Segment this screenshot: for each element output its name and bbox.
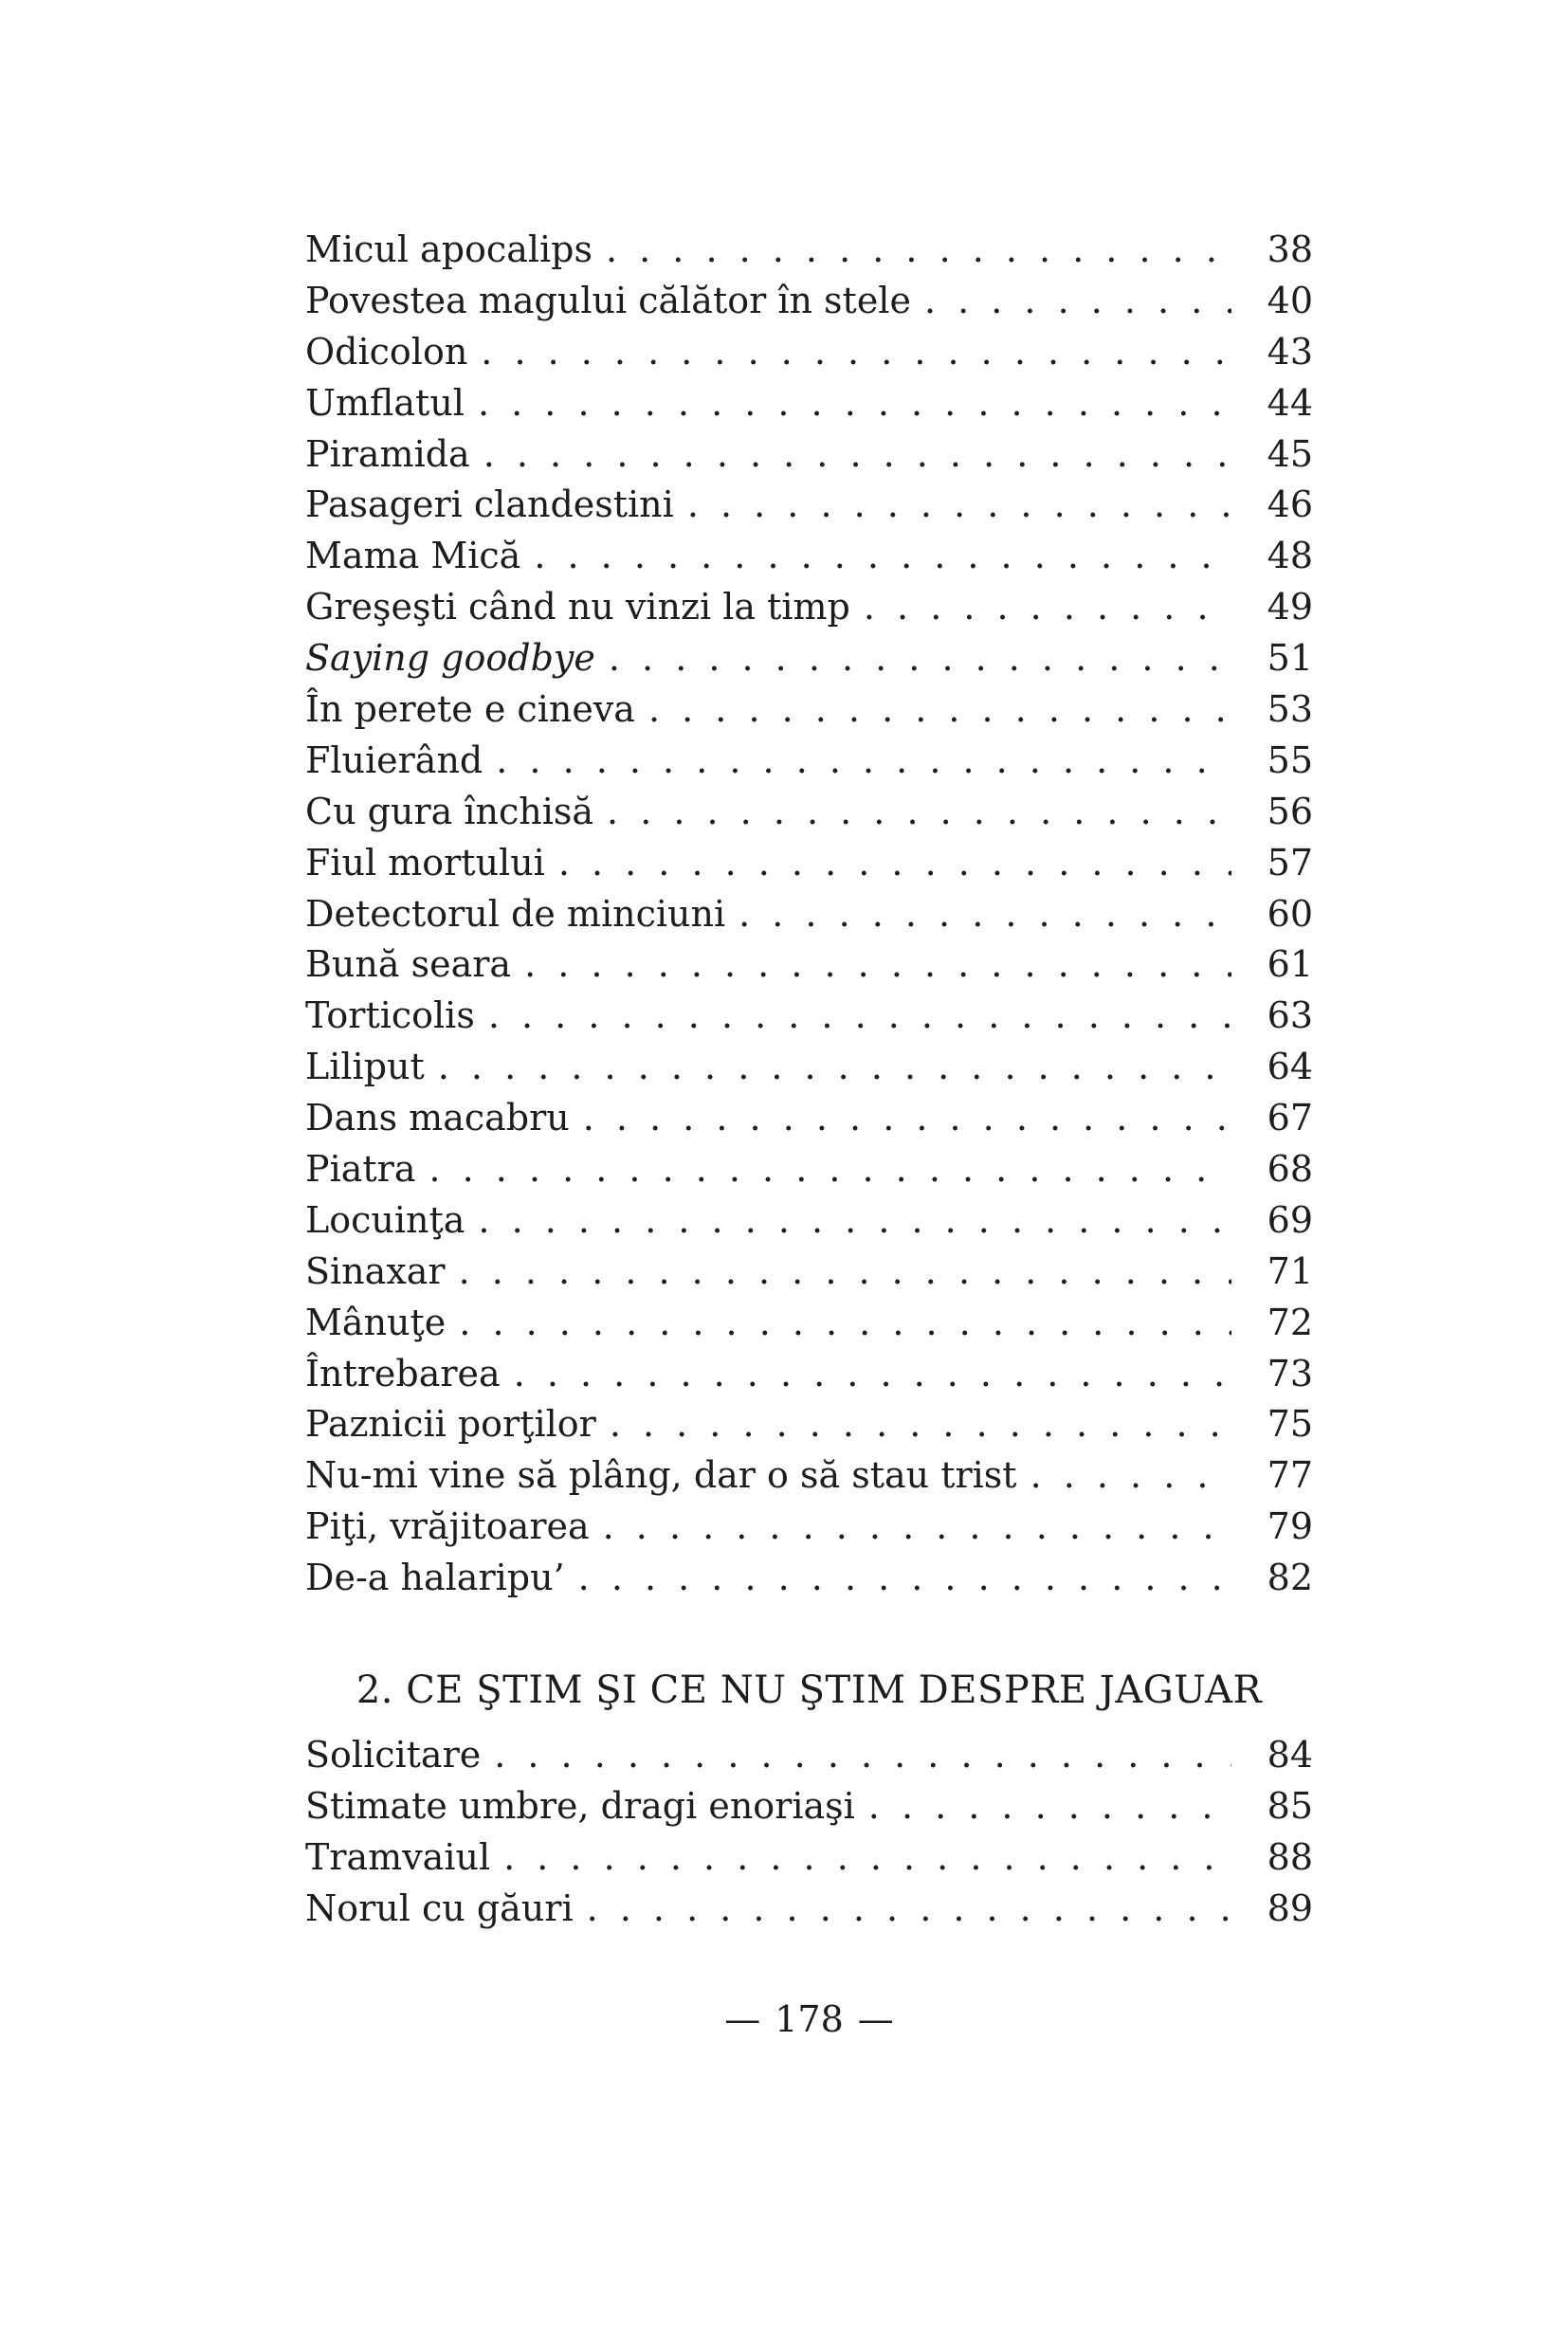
toc-entry-page: 73 <box>1267 1352 1313 1394</box>
toc-entry-page: 53 <box>1267 688 1313 731</box>
toc-leader-dots <box>911 276 1231 327</box>
toc-entry-page: 77 <box>1267 1454 1313 1497</box>
toc-row <box>305 1502 1313 1553</box>
footer-dash-left: — <box>724 1997 761 2040</box>
toc-leader-dots <box>475 991 1231 1042</box>
toc-leader-dots <box>470 429 1231 481</box>
toc-row <box>305 531 1313 582</box>
toc-entry-page: 56 <box>1267 790 1313 832</box>
toc-entry-page: 79 <box>1267 1505 1313 1548</box>
toc-entry-title: Povestea magului călător în stele <box>305 279 911 321</box>
toc-row <box>305 480 1313 531</box>
toc-entry-page: 51 <box>1267 637 1313 680</box>
toc-entry-title: Solicitare <box>305 1734 482 1777</box>
toc-leader-dots <box>596 1399 1231 1450</box>
toc-entry-page: 68 <box>1267 1148 1313 1191</box>
toc-leader-dots <box>850 582 1231 633</box>
toc-leader-dots <box>855 1781 1231 1832</box>
toc-leader-dots <box>446 1298 1231 1349</box>
toc-leader-dots <box>570 1093 1231 1144</box>
toc-row <box>305 684 1313 736</box>
toc-entry-title: Paznicii porţilor <box>305 1403 596 1446</box>
toc-leader-dots <box>595 633 1231 684</box>
toc-entry-title: Piatra <box>305 1148 416 1191</box>
toc-leader-dots <box>590 1502 1231 1553</box>
toc-entry-page: 88 <box>1267 1835 1313 1878</box>
toc-row <box>305 327 1313 378</box>
toc-row <box>305 736 1313 787</box>
toc-entry-title: Dans macabru <box>305 1097 570 1139</box>
toc-row <box>305 889 1313 940</box>
toc-row <box>305 1093 1313 1144</box>
toc-entry-title: Liliput <box>305 1046 425 1088</box>
toc-row <box>305 1298 1313 1349</box>
toc-entry-page: 72 <box>1267 1301 1313 1343</box>
toc-entry-page: 48 <box>1267 535 1313 577</box>
toc-entry-title: Tramvaiul <box>305 1835 491 1878</box>
toc-row <box>305 1832 1313 1884</box>
toc-entry-title: Mânuţe <box>305 1301 447 1343</box>
toc-entry-page: 43 <box>1267 330 1313 373</box>
toc-row <box>305 1349 1313 1400</box>
toc-row <box>305 1553 1313 1604</box>
toc-leader-dots <box>490 1832 1231 1884</box>
toc-row <box>305 1042 1313 1093</box>
toc-entry-title: Nu-mi vine să plâng, dar o să stau trist <box>305 1454 1017 1497</box>
toc-entry-title: Piramida <box>305 432 470 475</box>
toc-entry-title: Greşeşti când nu vinzi la timp <box>305 586 850 629</box>
toc-row <box>305 1399 1313 1450</box>
toc-entry-page: 49 <box>1267 586 1313 629</box>
toc-entry-page: 60 <box>1267 892 1313 935</box>
toc-row <box>305 378 1313 429</box>
toc-entry-page: 89 <box>1267 1886 1313 1929</box>
toc-entry-page: 82 <box>1267 1557 1313 1599</box>
toc-entry-title: Saying goodbye <box>305 637 595 680</box>
toc-entry-page: 69 <box>1267 1198 1313 1241</box>
toc-row <box>305 582 1313 633</box>
toc-leader-dots <box>467 327 1231 378</box>
toc-entry-title: Întrebarea <box>305 1352 501 1394</box>
toc-entry-title: Torticolis <box>305 994 475 1037</box>
toc-leader-dots <box>593 787 1231 838</box>
toc-leader-dots <box>511 939 1231 991</box>
toc-row <box>305 1450 1313 1502</box>
toc-entry-title: Piţi, vrăjitoarea <box>305 1505 590 1548</box>
toc-entry-title: De-a halaripu’ <box>305 1557 565 1599</box>
toc-row <box>305 276 1313 327</box>
toc-leader-dots <box>501 1349 1231 1400</box>
toc-entry-title: Micul apocalips <box>305 228 593 270</box>
toc-entry-page: 84 <box>1267 1734 1313 1777</box>
toc-leader-dots <box>481 1730 1231 1781</box>
toc-entry-title: Fiul mortului <box>305 841 545 884</box>
toc-entry-page: 57 <box>1267 841 1313 884</box>
toc-entry-page: 67 <box>1267 1097 1313 1139</box>
toc-entry-title: Fluierând <box>305 738 483 781</box>
toc-row <box>305 787 1313 838</box>
toc-entry-title: Umflatul <box>305 381 465 424</box>
toc-leader-dots <box>574 1884 1231 1935</box>
toc-entry-page: 40 <box>1267 279 1313 321</box>
toc-leader-dots <box>415 1144 1231 1195</box>
toc-section-2-entries <box>305 1730 1313 1935</box>
toc-leader-dots <box>465 378 1231 429</box>
toc-row <box>305 991 1313 1042</box>
toc-row <box>305 1884 1313 1935</box>
toc-row <box>305 1247 1313 1298</box>
toc-leader-dots <box>545 838 1231 889</box>
toc-section-1-entries <box>305 225 1313 1604</box>
toc-leader-dots <box>593 225 1231 276</box>
toc-leader-dots <box>1017 1450 1231 1502</box>
toc-entry-title: Stimate umbre, dragi enoriaşi <box>305 1784 855 1827</box>
toc-leader-dots <box>425 1042 1231 1093</box>
toc-entry-page: 45 <box>1267 432 1313 475</box>
toc-entry-page: 38 <box>1267 228 1313 270</box>
toc-entry-title: Mama Mică <box>305 535 521 577</box>
toc-entry-title: Pasageri clandestini <box>305 483 674 526</box>
toc-entry-page: 75 <box>1267 1403 1313 1446</box>
toc-row <box>305 939 1313 991</box>
toc-entry-title: Sinaxar <box>305 1249 446 1292</box>
toc-row <box>305 1781 1313 1832</box>
table-of-contents <box>305 225 1313 2045</box>
toc-row <box>305 429 1313 481</box>
toc-row <box>305 838 1313 889</box>
toc-row <box>305 633 1313 684</box>
toc-leader-dots <box>674 480 1231 531</box>
toc-row <box>305 225 1313 276</box>
toc-leader-dots <box>520 531 1231 582</box>
footer-dash-right: — <box>857 1997 894 2040</box>
page-footer <box>305 1994 1313 2045</box>
toc-leader-dots <box>725 889 1231 940</box>
toc-leader-dots <box>483 736 1231 787</box>
toc-entry-title: Locuinţa <box>305 1198 465 1241</box>
section-heading: 2. CE ŞTIM ŞI CE NU ŞTIM DESPRE JAGUAR <box>356 1668 1263 1713</box>
toc-leader-dots <box>565 1553 1231 1604</box>
toc-entry-page: 64 <box>1267 1046 1313 1088</box>
toc-row <box>305 1195 1313 1247</box>
toc-leader-dots <box>635 684 1231 736</box>
toc-entry-title: Cu gura închisă <box>305 790 594 832</box>
toc-row <box>305 1730 1313 1781</box>
toc-entry-page: 61 <box>1267 943 1313 986</box>
toc-leader-dots <box>465 1195 1231 1247</box>
toc-entry-title: Norul cu găuri <box>305 1886 574 1929</box>
toc-entry-page: 46 <box>1267 483 1313 526</box>
toc-entry-title: Bună seara <box>305 943 512 986</box>
toc-entry-page: 55 <box>1267 738 1313 781</box>
toc-row <box>305 1144 1313 1195</box>
toc-entry-page: 63 <box>1267 994 1313 1037</box>
toc-entry-page: 85 <box>1267 1784 1313 1827</box>
toc-entry-title: Odicolon <box>305 330 468 373</box>
toc-entry-title: În perete e cineva <box>305 688 635 731</box>
toc-entry-page: 44 <box>1267 381 1313 424</box>
footer-page-number: 178 <box>775 1997 844 2040</box>
toc-leader-dots <box>446 1247 1231 1298</box>
toc-entry-title: Detectorul de minciuni <box>305 892 726 935</box>
toc-entry-page: 71 <box>1267 1249 1313 1292</box>
